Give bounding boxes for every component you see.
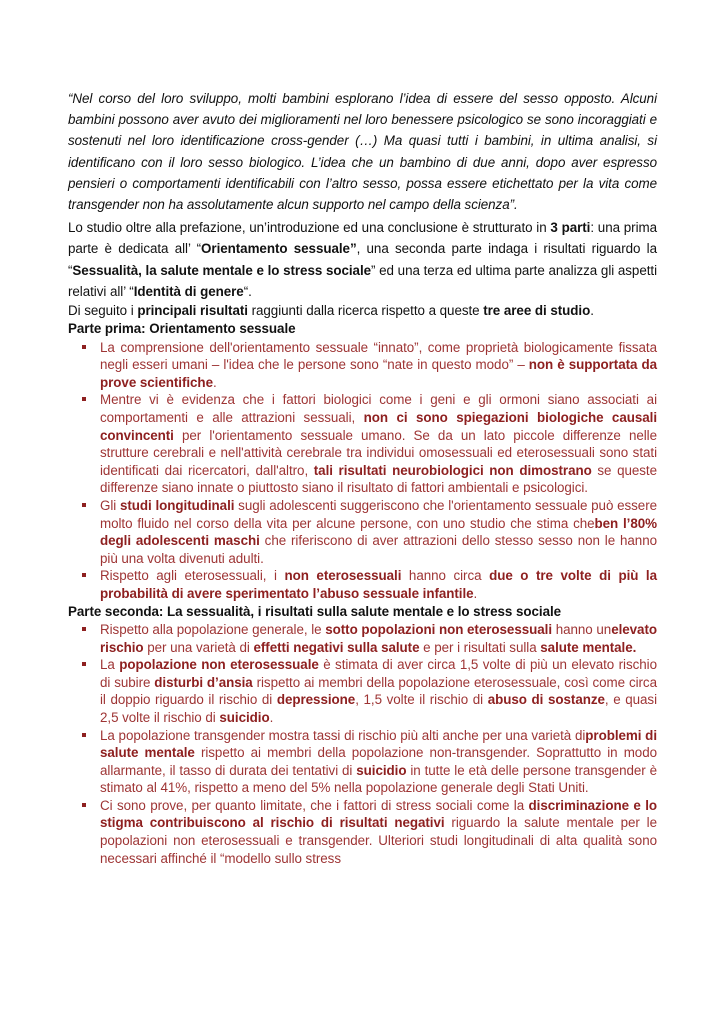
bullet-list-parte-prima [68,339,657,603]
bullet-bold-run: ben l’80% degli adolescenti maschi [100,515,657,549]
results-text-1: Di seguito i [68,303,138,319]
bullet-bold-run: abuso di sostanze [487,692,605,708]
bullet-text-run: La [100,657,120,673]
intro-text-1: Lo studio oltre alla prefazione, un’introduzione ed una conclusione è strutturato in [68,220,551,236]
bullet-list-parte-seconda [68,621,657,867]
list-item [80,727,657,797]
bullet-text-run: La popolazione transgender mostra tassi di rischio più alti anche per una varietà di [100,727,586,743]
results-bold-principali: principali risultati [137,303,248,319]
bullet-text-run: Gli [100,497,120,513]
square-bullet-icon [82,627,86,631]
square-bullet-icon [82,662,86,666]
bullet-bold-run: suicidio [219,709,270,725]
bullet-bold-run: non ci sono spiegazioni biologiche causali convincenti [100,410,657,443]
list-item [80,797,657,867]
bullet-text-run: per una varietà di [143,639,254,655]
block-quote: “Nel corso del loro sviluppo, molti bambini esplorano l’idea di essere del sesso opposto. Alcuni bambini possono aver avuto dei miglioramenti nel loro benessere psicologico se sono incoraggiati e sostenuti nel loro identificazione cross-gender (…) Ma quasi tutti i bambini, in ultima analisi, si identificano con il loro sesso biologico. L’idea che un bambino di due anni, dopo aver espresso pensieri o comportamenti identificabili con l’altro sesso, possa essere etichettato per la vita come transgender non ha assolutamente alcun supporto nel campo della scienza”. [68,91,657,213]
square-bullet-icon [82,345,86,349]
results-text-3: . [590,303,594,319]
bullet-text-run: , 1,5 volte il rischio di [355,692,488,708]
bullet-text-run: Ci sono prove, per quanto limitate, che i fattori di stress sociali come la [100,797,529,813]
list-item [80,391,657,497]
bullet-text-run: . [212,374,217,390]
list-item [80,621,657,656]
bullet-text-run: hanno un [552,621,612,637]
list-item [80,656,657,726]
bullet-text-run: . [269,709,274,725]
intro-text-5: “. [243,283,252,299]
bullet-text-run: rispetto ai membri della popolazione non-transgender. Soprattutto in modo allarmante, il tasso di durata dei tentativi di [100,745,657,778]
bullet-bold-run: elevato rischio [100,621,657,655]
square-bullet-icon [82,573,86,577]
section-heading-parte-prima: Parte prima: Orientamento sessuale [68,321,296,337]
list-item [80,567,657,602]
bullet-bold-run: problemi di salute mentale [100,727,657,761]
intro-text-2: : una prima parte è dedicata all’ “ [68,220,657,257]
bullet-bold-run: depressione [276,692,356,708]
bullet-text-run: Rispetto agli eterosessuali, i [100,568,285,584]
bullet-text-run: per l'orientamento sessuale umano. Se da un lato piccole differenze nelle strutture cerebrali e nell'attività cerebrale tra individui omosessuali ed eterosessuali sono stati identificati dai ricercatori, dall'altro, [100,427,657,478]
intro-bold-identita: Identità di genere [133,283,244,299]
bullet-text-run: riguardo la salute mentale per le popolazioni non eterosessuali e transgender. Ulteriori studi longitudinali di alta qualità sono necessari affinché il “modello sullo stress [100,815,658,866]
bullet-text-run: . [473,585,478,601]
bullet-bold-run: suicidio [356,762,407,778]
bullet-text-run: hanno circa [401,568,490,584]
document-content [68,88,657,867]
bullet-text-run: Rispetto alla popolazione generale, le [100,621,326,637]
bullet-bold-run: popolazione non eterosessuale [119,657,319,673]
intro-bold-sessualita: Sessualità, la salute mentale e lo stress sociale [72,262,372,278]
bullet-text-run: sugli adolescenti suggeriscono che l'orientamento sessuale può essere molto fluido nel corso della vita per alcune persone, con uno studio che stima che [100,497,657,531]
bullet-bold-run: due o tre volte di più la probabilità di avere sperimentato l’abuso sessuale infantile [100,568,657,601]
results-bold-tre-aree: tre aree di studio [483,303,591,319]
results-text-2: raggiunti dalla ricerca rispetto a queste [247,303,484,319]
intro-paragraph-structure [68,217,657,302]
bullet-text-run: che riferiscono di aver attrazioni dello stesso sesso non le hanno più una volta divenuti adulti. [100,533,658,566]
section-heading-parte-seconda: Parte seconda: La sessualità, i risultati sulla salute mentale e lo stress sociale [68,603,562,619]
intro-bold-orientamento: Orientamento sessuale” [201,241,357,257]
bullet-bold-run: salute mentale. [540,639,637,655]
bullet-bold-run: discriminazione e lo stigma contribuiscono al rischio di risultati negativi [100,797,657,831]
square-bullet-icon [82,803,86,807]
intro-text-3: , una seconda parte indaga i risultati riguardo la “ [68,241,657,278]
intro-paragraph-results [68,302,657,320]
bullet-text-run: in tutte le età delle persone transgender è stimato al 41%, rispetto a meno del 5% nella popolazione generale degli Stati Uniti. [100,762,657,796]
square-bullet-icon [82,397,86,401]
square-bullet-icon [82,733,86,737]
bullet-bold-run: non eterosessuali [284,568,402,584]
bullet-bold-run: effetti negativi sulla salute [253,639,420,655]
bullet-bold-run: studi longitudinali [119,497,235,513]
list-item [80,339,657,392]
bullet-text-run: se queste differenze siano innate o piuttosto siano il risultato di fattori ambientali e psicologici. [100,462,657,496]
bullet-text-run: è stimata di aver circa 1,5 volte di più un elevato rischio di subire [100,657,657,690]
square-bullet-icon [82,503,86,507]
list-item [80,497,657,567]
bullet-bold-run: non è supportata da prove scientifiche [100,357,657,390]
bullet-bold-run: sotto popolazioni non eterosessuali [325,621,552,637]
bullet-text-run: La comprensione dell'orientamento sessuale “innato”, come proprietà biologicamente fissata negli esseri umani – l'idea che le persone sono “nate in questo modo” – [100,339,657,373]
bullet-text-run: Mentre vi è evidenza che i fattori biologici come i geni e gli ormoni siano associati ai comportamenti e alle attrazioni sessuali, [100,392,657,426]
intro-bold-3-parti: 3 parti [550,220,591,236]
bullet-bold-run: disturbi d’ansia [154,674,253,690]
intro-text-4: ” ed una terza ed ultima parte analizza gli aspetti relativi all’ “ [68,262,657,299]
bullet-text-run: , e quasi 2,5 volte il rischio di [100,692,657,725]
bullet-text-run: rispetto ai membri della popolazione eterosessuale, così come circa il doppio riguardo il rischio di [100,674,657,708]
bullet-text-run: e per i risultati sulla [419,639,541,655]
bullet-bold-run: tali risultati neurobiologici non dimostrano [313,462,592,478]
